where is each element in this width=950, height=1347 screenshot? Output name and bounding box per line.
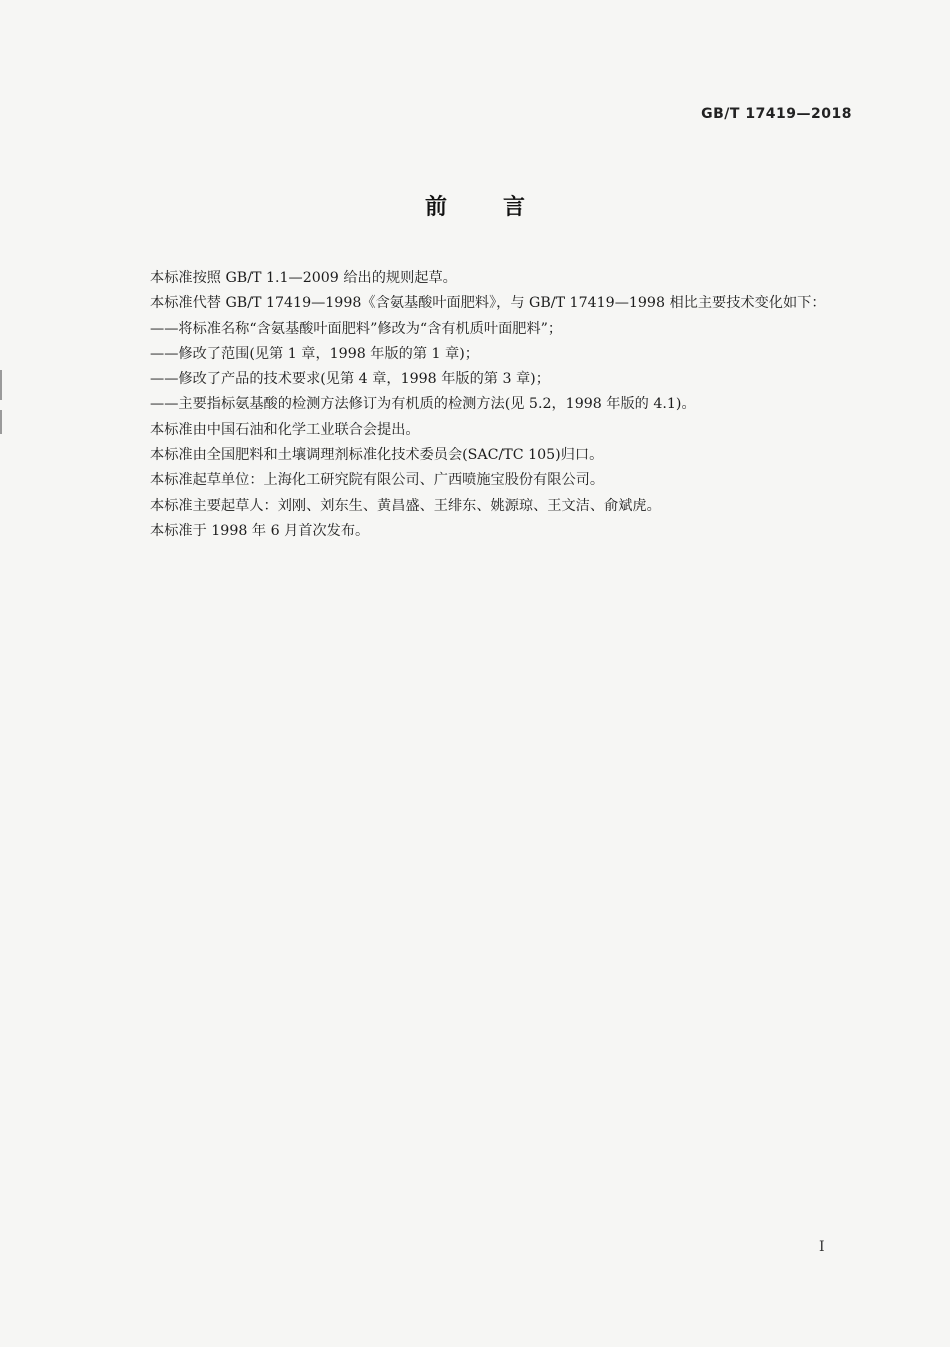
change-item: ——将标准名称“含氨基酸叶面肥料”修改为“含有机质叶面肥料”；	[150, 320, 563, 337]
paragraph-proposer: 本标准由中国石油和化学工业联合会提出。	[150, 421, 420, 438]
paragraph-drafters: 本标准主要起草人：刘刚、刘东生、黄昌盛、王绯东、姚源琼、王文洁、俞斌虎。	[150, 497, 661, 514]
page-number: I	[819, 1239, 825, 1255]
change-item: ——修改了产品的技术要求(见第 4 章，1998 年版的第 3 章)；	[150, 371, 550, 388]
standard-number: GB/T 17419—2018	[701, 106, 852, 122]
change-item: ——主要指标氨基酸的检测方法修订为有机质的检测方法(见 5.2，1998 年版的 4.1)。	[150, 396, 696, 413]
change-item: ——修改了范围(见第 1 章，1998 年版的第 1 章)；	[150, 345, 479, 362]
page-title: 前言	[424, 195, 581, 220]
paragraph-drafting-rules: 本标准按照 GB/T 1.1—2009 给出的规则起草。	[150, 270, 457, 286]
scan-edge-mark	[0, 370, 2, 400]
paragraph-technical-committee: 本标准由全国肥料和土壤调理剂标准化技术委员会(SAC/TC 105)归口。	[150, 447, 604, 464]
foreword-body	[118, 266, 854, 544]
paragraph-first-issue: 本标准于 1998 年 6 月首次发布。	[150, 522, 370, 539]
paragraph-replacement: 本标准代替 GB/T 17419—1998《含氨基酸叶面肥料》，与 GB/T 17419—1998 相比主要技术变化如下：	[150, 295, 826, 312]
scan-edge-mark	[0, 410, 2, 434]
paragraph-drafting-units: 本标准起草单位：上海化工研究院有限公司、广西喷施宝股份有限公司。	[150, 472, 605, 489]
